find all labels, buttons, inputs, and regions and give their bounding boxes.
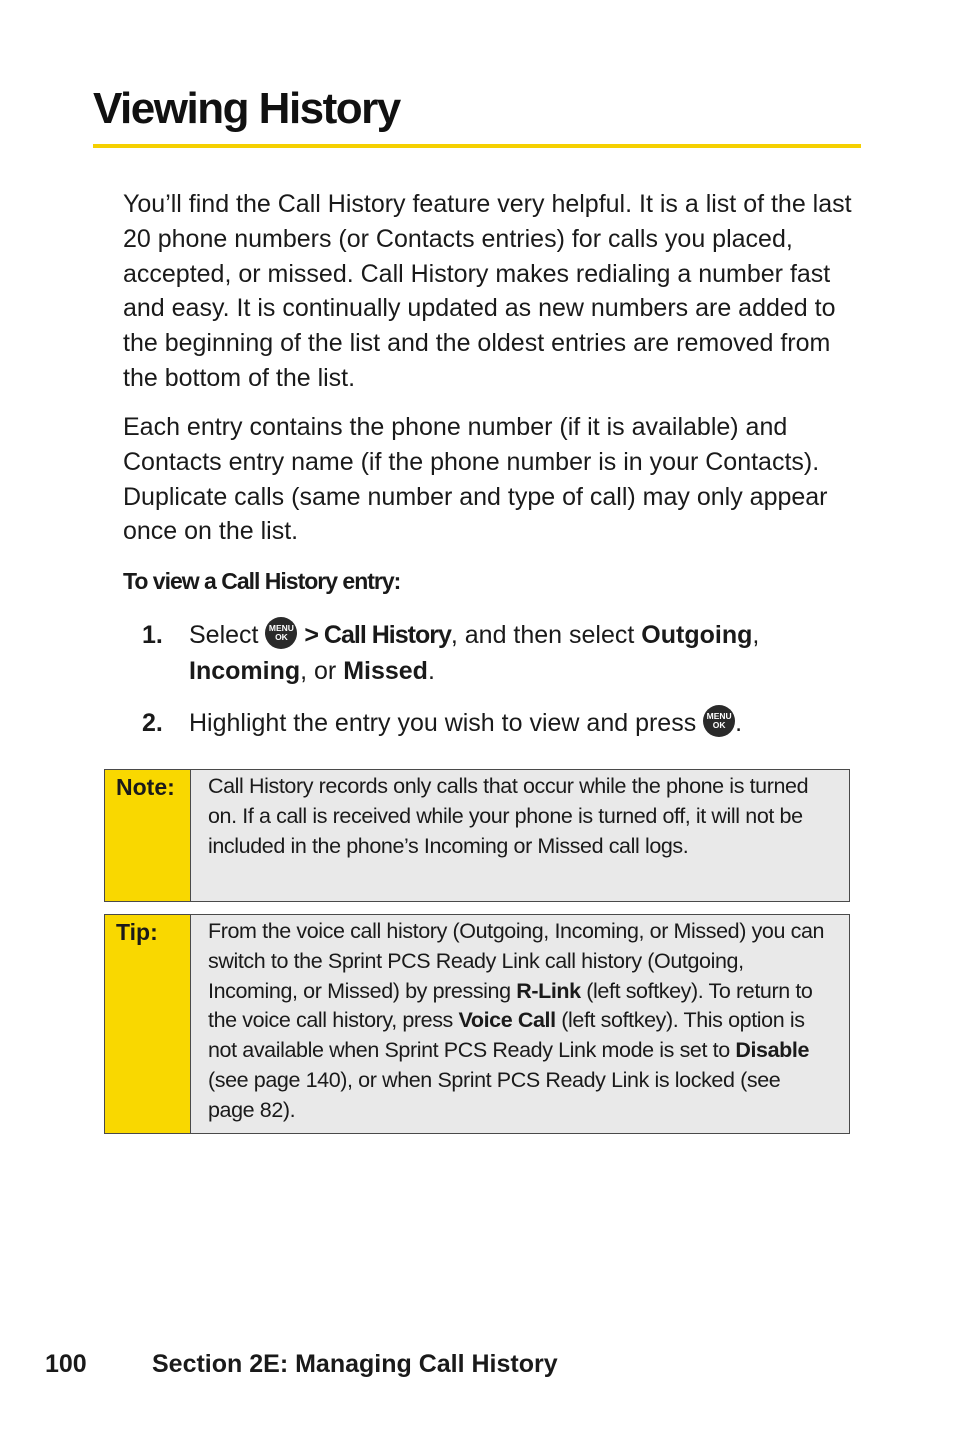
procedure-heading: To view a Call History entry: [123,568,401,594]
step-number: 1. [142,621,163,649]
voice-call-key-label: Voice Call [458,1008,556,1033]
tip-text-part: (left softkey). This option is not available when Sprint PCS Ready Link mode is set to [208,1008,805,1063]
note-label: Note: [105,770,191,901]
tip-text-part: (see page 140), or when Sprint PCS Ready Link is locked (see page 82). [208,1067,781,1122]
outgoing-option: Outgoing [641,621,753,649]
page-number: 100 [45,1350,87,1378]
tip-text [191,915,849,1133]
missed-option: Missed [343,657,428,685]
r-link-key-label: R-Link [516,978,581,1003]
entry-paragraph: Each entry contains the phone number (if it is available) and Contacts entry name (if the phone number is in your Contacts). Duplicate calls (same number and type of call) may only appear once on the list. [123,413,828,546]
note-text: Call History records only calls that occur while the phone is turned on. If a call is received while your phone is turned off, it will not be included in the phone’s Incoming or Missed call logs. [208,774,809,858]
page-title: Viewing History [93,84,400,133]
step-number: 2. [142,709,163,737]
intro-paragraph: You’ll find the Call History feature very helpful. It is a list of the last 20 phone numbers (or Contacts entries) for calls you placed, accepted, or missed. Call History makes redialing a number fast and easy. It is continually updated as new numbers are added to the beginning of the list and the oldest entries are removed from the bottom of the list. [123,190,852,392]
menu-ok-key-icon: MENU OK [703,705,735,737]
call-history-menu-item: > Call History [304,621,451,649]
separator: , [752,621,760,649]
disable-option-label: Disable [735,1038,810,1063]
menu-ok-key-icon: MENU OK [265,617,297,649]
note-callout [104,769,850,902]
separator: , or [300,657,337,685]
incoming-option: Incoming [189,657,301,685]
period: . [427,657,435,685]
step-text [189,705,829,741]
step-text-body: Highlight the entry you wish to view and press [189,709,697,737]
step-text-mid: , and then select [450,621,635,649]
step-text [189,617,829,689]
tip-text-part: (left softkey). To return to the voice call history, press [208,978,813,1033]
tip-callout [104,914,850,1134]
tip-label: Tip: [105,915,191,1133]
tip-text-part: From the voice call history (Outgoing, Incoming, or Missed) you can switch to the Sprint PCS Ready Link call history (Outgoing, Incoming, or Missed) by pressing [208,919,825,1003]
period: . [735,709,743,737]
section-title: Section 2E: Managing Call History [152,1350,558,1378]
step-text-pre: Select [189,621,259,649]
title-rule [93,144,861,148]
